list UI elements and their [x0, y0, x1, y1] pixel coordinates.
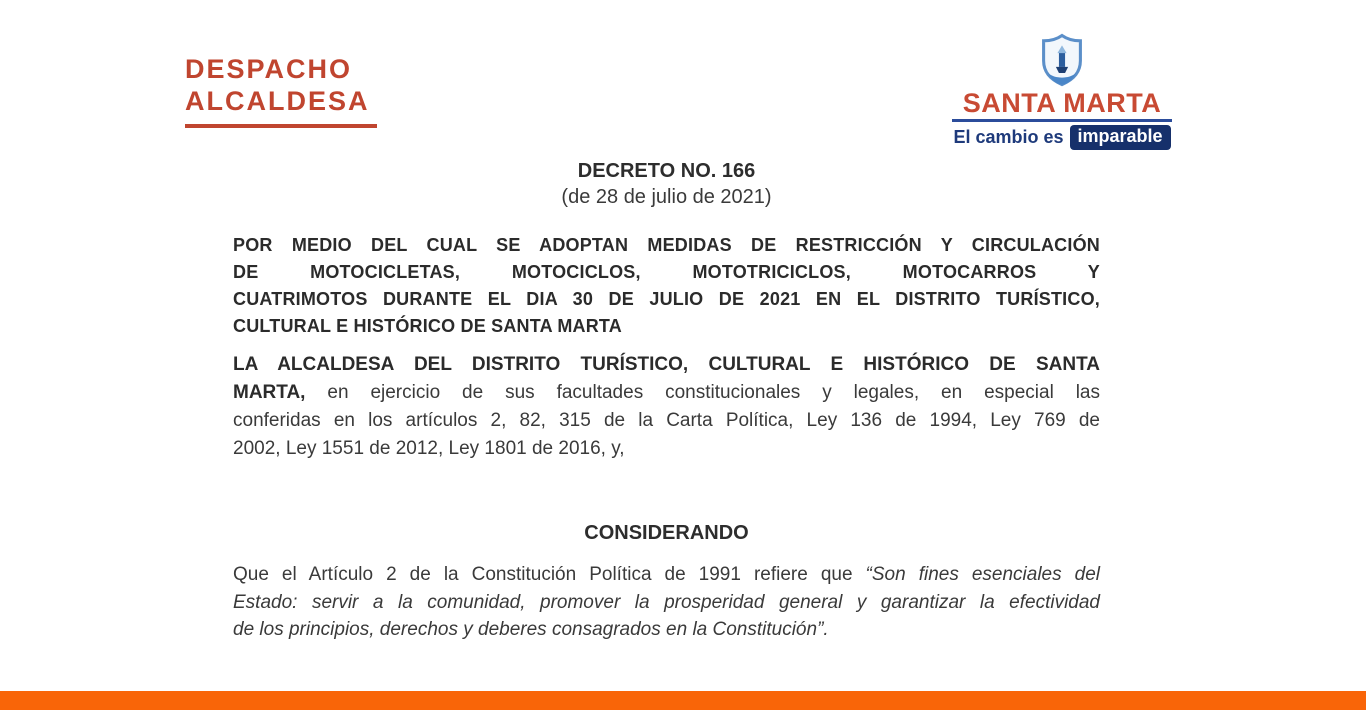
authority-line: conferidas en los artículos 2, 82, 315 de la Carta Política, Ley 136 de 1994, Ley 769 de	[233, 410, 1100, 431]
authority-line: LA ALCALDESA DEL DISTRITO TURÍSTICO, CULTURAL E HISTÓRICO DE SANTA	[233, 354, 1100, 375]
office-name-line1: DESPACHO	[185, 54, 353, 84]
brand-slogan-prefix: El cambio es	[953, 127, 1064, 147]
considerando-line	[233, 561, 1100, 589]
santa-marta-crest-icon	[1039, 33, 1085, 87]
subject-line: DE MOTOCICLETAS, MOTOCICLOS, MOTOTRICICLOS, MOTOCARROS Y	[233, 262, 1100, 282]
considerando-line: Estado: servir a la comunidad, promover la prosperidad general y garantizar la efectividad	[233, 591, 1100, 613]
brand-slogan-badge: imparable	[1070, 125, 1171, 150]
subject-paragraph	[233, 232, 1100, 340]
authority-line: 2002, Ley 1551 de 2012, Ley 1801 de 2016, y,	[233, 438, 625, 459]
subject-line: CUATRIMOTOS DURANTE EL DIA 30 DE JULIO DE 2021 EN EL DISTRITO TURÍSTICO,	[233, 289, 1100, 309]
authority-line	[233, 379, 1100, 407]
footer-orange-band	[0, 691, 1366, 710]
subject-line: CULTURAL E HISTÓRICO DE SANTA MARTA	[233, 316, 622, 336]
authority-regular-run: en ejercicio de sus facultades constitucionales y legales, en especial las	[327, 382, 1100, 403]
decree-number-title: DECRETO NO. 166	[577, 160, 756, 182]
brand-slogan	[948, 125, 1176, 150]
city-brand-logo	[948, 33, 1176, 150]
office-letterhead	[185, 53, 377, 128]
considerando-italic-run: “Son fines esenciales del	[865, 564, 1100, 585]
authority-bold-run: MARTA,	[233, 382, 306, 403]
brand-city-name: SANTA MARTA	[962, 88, 1162, 118]
considerando-regular-run: Que el Artículo 2 de la Constitución Política de 1991 refiere que	[233, 564, 853, 585]
office-underline-rule	[185, 124, 377, 128]
authority-paragraph	[233, 351, 1100, 463]
decree-date-line: (de 28 de julio de 2021)	[561, 186, 772, 208]
decree-title-block	[233, 158, 1100, 211]
office-name-line2: ALCALDESA	[185, 86, 370, 116]
subject-line: POR MEDIO DEL CUAL SE ADOPTAN MEDIDAS DE RESTRICCIÓN Y CIRCULACIÓN	[233, 235, 1100, 255]
brand-divider-rule	[952, 119, 1172, 122]
considerando-heading: CONSIDERANDO	[584, 522, 749, 544]
considerando-paragraph	[233, 561, 1100, 644]
considerando-line: de los principios, derechos y deberes consagrados en la Constitución”.	[233, 619, 829, 640]
